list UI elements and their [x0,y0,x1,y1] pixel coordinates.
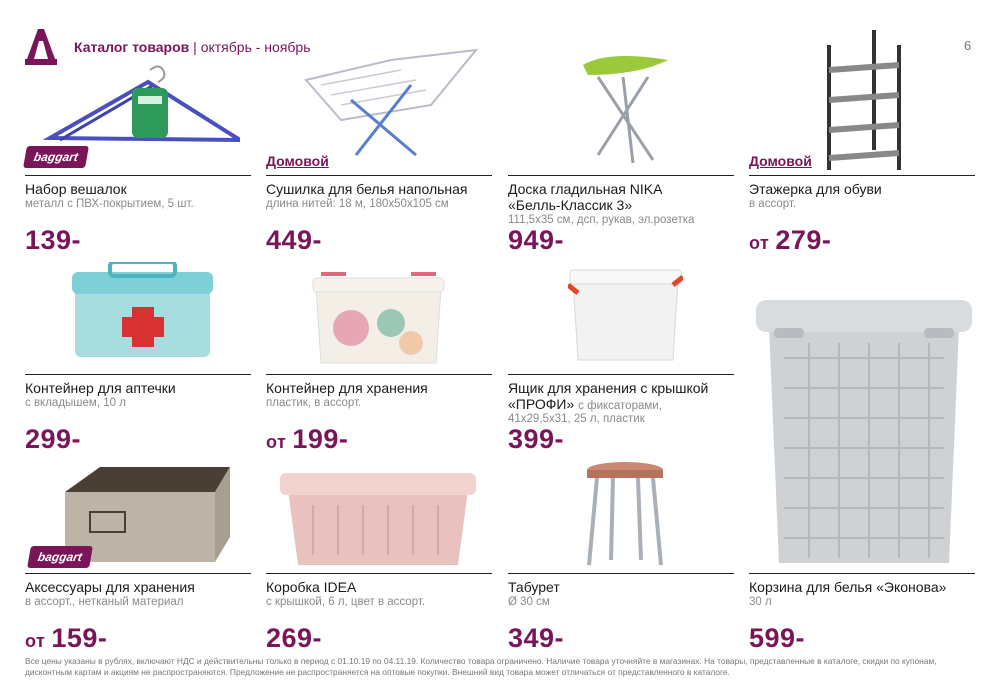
product-card-laundry-basket[interactable] [749,0,975,660]
product-price: 299- [25,424,82,454]
product-price: 949- [508,225,565,255]
catalog-title: Каталог товаров | октябрь - ноябрь [74,39,311,55]
product-name: Аксессуары для хранения [25,579,195,595]
product-price: от 159- [25,623,108,653]
product-card-stool[interactable] [508,0,734,660]
product-card-idea-box[interactable] [266,0,492,660]
divider [508,573,734,574]
product-name: Доска гладильная NIKA «Белль-Классик 3» [508,181,662,213]
product-name: Сушилка для белья напольная [266,181,468,197]
basket-box-image [278,465,478,570]
brand-logo-domovoy: Домовой [749,153,812,169]
product-desc: с вкладышем, 10 л [25,397,126,409]
product-name: Ящик для хранения с крышкой «ПРОФИ» с фиксаторами, [508,380,709,412]
product-name: Корзина для белья «Эконова» [749,579,947,595]
product-desc: металл с ПВХ-покрытием, 5 шт. [25,198,194,210]
brand-badge-baggart: baggart [27,546,93,568]
product-desc: в ассорт. [749,198,797,210]
divider [749,573,975,574]
product-price: 269- [266,623,323,653]
product-name: Контейнер для хранения [266,380,428,396]
product-price: 399- [508,424,565,454]
product-desc: 111,5х35 см, дсп, рукав, эл.розетка [508,214,695,226]
product-price: 599- [749,623,806,653]
product-price: 139- [25,225,82,255]
product-desc: с крышкой, 6 л, цвет в ассорт. [266,596,426,608]
legal-disclaimer: Все цены указаны в рублях, включают НДС и действительны только в период с 01.10.19 по 04.11.19. Количество товара ограничено. Наличие товара уточняйте в магазинах. На товары, представленные в каталоге, скидки по купонам, дисконтным картам и акциям не распространяются. Предложение не распространяется на оптовые покупки. Внешний вид товара может отличаться от представленного в каталоге. [25,656,937,677]
brand-badge-baggart: baggart [23,146,89,168]
product-name: Контейнер для аптечки [25,380,176,396]
divider [25,573,251,574]
brand-logo-domovoy: Домовой [266,153,329,169]
catalog-title-bold: Каталог товаров [74,39,190,55]
product-desc: длина нитей: 18 м, 180х50х105 см [266,198,449,210]
product-price: 349- [508,623,565,653]
product-desc: 41х29,5х31, 25 л, пластик [508,413,645,425]
product-name: Этажерка для обуви [749,181,882,197]
product-desc: в ассорт., нетканый материал [25,596,184,608]
page-number: 6 [964,38,972,53]
catalog-period: октябрь - ноябрь [200,39,311,55]
product-name: Коробка IDEA [266,579,357,595]
product-price: 449- [266,225,323,255]
product-card-storage-accessories[interactable] [25,0,251,660]
product-name: Табурет [508,579,560,595]
stool-image [583,460,668,570]
product-desc: 30 л [749,596,772,608]
product-price: от 199- [266,424,349,454]
product-desc: Ø 30 см [508,596,550,608]
product-name: Набор вешалок [25,181,127,197]
product-price: от 279- [749,225,832,255]
product-desc: пластик, в ассорт. [266,397,362,409]
laundry-basket-image [754,298,974,566]
divider [266,573,492,574]
